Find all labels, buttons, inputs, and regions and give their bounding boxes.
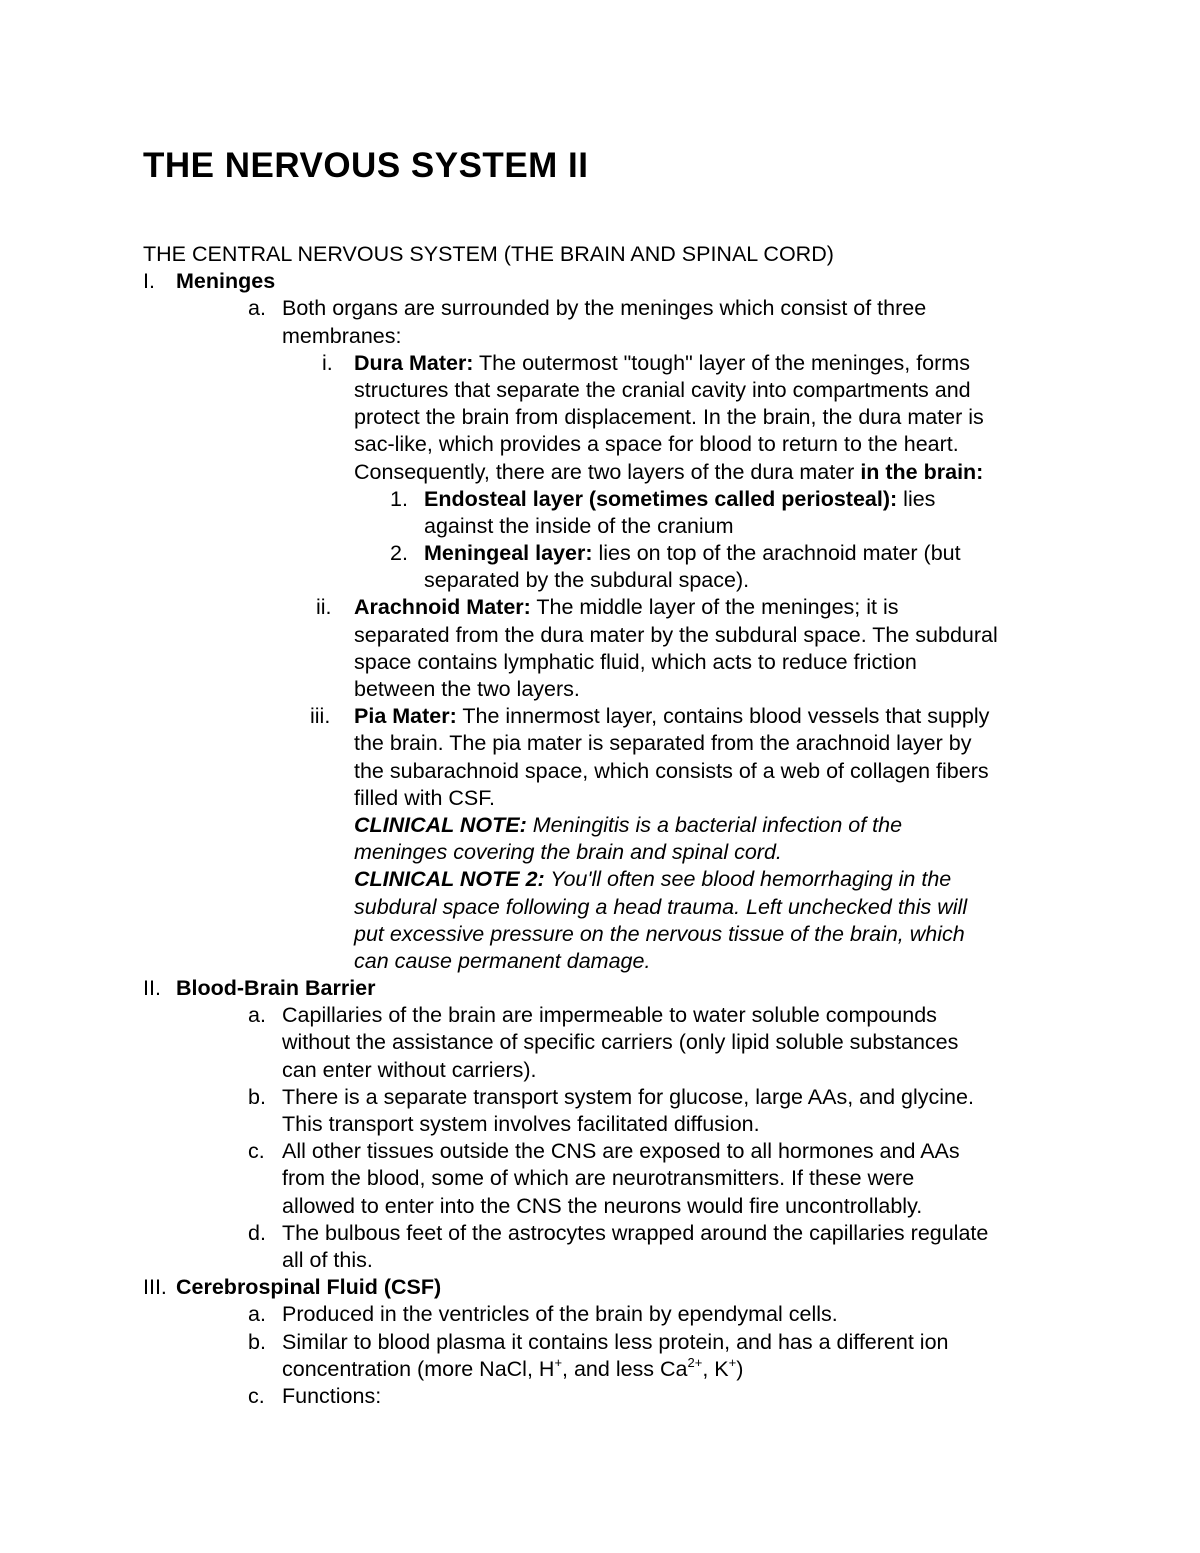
outline-heading-blood-brain-barrier: Blood-Brain Barrier xyxy=(176,976,376,1001)
clinical-note-continuation xyxy=(0,839,1200,866)
list-item-continuation xyxy=(0,1247,1200,1274)
list-item-c xyxy=(0,1383,1200,1410)
list-marker: b. xyxy=(248,1084,266,1109)
list-marker: a. xyxy=(248,296,266,321)
term-dura-mater: Dura Mater: xyxy=(354,350,474,375)
pia-mater-text: Pia Mater: The innermost layer, contains blood vessels that supply xyxy=(354,704,990,729)
superscript: + xyxy=(554,1354,563,1370)
body-text: filled with CSF. xyxy=(354,785,495,810)
roman-item-continuation xyxy=(0,622,1200,649)
numbered-item-2 xyxy=(0,540,1200,567)
clinical-note-label: CLINICAL NOTE: xyxy=(354,812,527,837)
list-item-b xyxy=(0,1329,1200,1356)
body-text: separated by the subdural space). xyxy=(424,568,750,593)
list-text: membranes: xyxy=(282,323,402,348)
clinical-note-text: CLINICAL NOTE 2: You'll often see blood hemorrhaging in the xyxy=(354,867,952,892)
outline-marker: III. xyxy=(143,1275,167,1300)
outline-marker: II. xyxy=(143,976,161,1001)
ion-concentration-text: concentration (more NaCl, H+, and less $Ca^{2+}$, K+) xyxy=(282,1354,744,1381)
roman-item-continuation xyxy=(0,377,1200,404)
body-text: protect the brain from displacement. In the brain, the dura mater is xyxy=(354,405,984,430)
clinical-note-text: can cause permanent damage. xyxy=(354,948,651,973)
clinical-note-label: CLINICAL NOTE 2: xyxy=(354,867,545,892)
clinical-note-continuation xyxy=(0,894,1200,921)
list-item-continuation xyxy=(0,1165,1200,1192)
roman-item-continuation xyxy=(0,785,1200,812)
roman-marker: ii. xyxy=(316,595,332,620)
list-marker: c. xyxy=(248,1383,265,1408)
arachnoid-text: Arachnoid Mater: The middle layer of the meninges; it is xyxy=(354,595,899,620)
roman-item-continuation xyxy=(0,459,1200,486)
body-text: the brain. The pia mater is separated from the arachnoid layer by xyxy=(354,731,972,756)
roman-item-continuation xyxy=(0,730,1200,757)
list-item-continuation xyxy=(0,1193,1200,1220)
list-text: This transport system involves facilitated diffusion. xyxy=(282,1112,760,1136)
body-text: structures that separate the cranial cavity into compartments and xyxy=(354,377,971,402)
list-item-a xyxy=(0,295,1200,322)
roman-item-continuation xyxy=(0,404,1200,431)
roman-item-i xyxy=(0,350,1200,377)
list-marker: a. xyxy=(248,1003,266,1028)
body-text: the subarachnoid space, which consists of a web of collagen fibers xyxy=(354,758,989,783)
roman-item-iii xyxy=(0,703,1200,730)
outline-item-III xyxy=(0,1274,1200,1301)
body-text: space contains lymphatic fluid, which acts to reduce friction xyxy=(354,649,917,674)
clinical-note-continuation xyxy=(0,948,1200,975)
clinical-note-text: subdural space following a head trauma. Left unchecked this will xyxy=(354,894,968,919)
document-title: THE NERVOUS SYSTEM II xyxy=(143,146,589,185)
roman-item-continuation xyxy=(0,431,1200,458)
term-pia-mater: Pia Mater: xyxy=(354,704,457,729)
outline-heading-csf: Cerebrospinal Fluid (CSF) xyxy=(176,1275,442,1300)
number-marker: 1. xyxy=(390,486,408,511)
roman-marker: iii. xyxy=(310,704,331,729)
clinical-note-text: put excessive pressure on the nervous tissue of the brain, which xyxy=(354,921,965,946)
list-marker: d. xyxy=(248,1220,266,1245)
superscript: + xyxy=(728,1354,737,1370)
list-text: can enter without carriers). xyxy=(282,1057,537,1082)
list-item-d xyxy=(0,1220,1200,1247)
outline-item-I xyxy=(0,268,1200,295)
list-item-continuation xyxy=(0,1356,1200,1383)
list-marker: b. xyxy=(248,1329,266,1354)
list-text: from the blood, some of which are neurotransmitters. If these were xyxy=(282,1166,915,1191)
numbered-item-1 xyxy=(0,486,1200,513)
outline-marker: I. xyxy=(143,269,155,294)
section-heading-line xyxy=(0,241,1200,268)
clinical-note-2 xyxy=(0,866,1200,893)
list-item-continuation xyxy=(0,1111,1200,1138)
list-item-a xyxy=(0,1301,1200,1328)
number-marker: 2. xyxy=(390,541,408,566)
outline-heading-meninges: Meninges xyxy=(176,269,276,294)
term-meningeal-layer: Meningeal layer: xyxy=(424,541,593,566)
list-text: all of this. xyxy=(282,1247,373,1272)
list-item-continuation xyxy=(0,323,1200,350)
roman-marker: i. xyxy=(322,350,333,375)
list-text: without the assistance of specific carriers (only lipid soluble substances xyxy=(282,1030,959,1055)
list-text: The bulbous feet of the astrocytes wrapped around the capillaries regulate xyxy=(282,1220,989,1245)
numbered-item-continuation xyxy=(0,513,1200,540)
endosteal-text: Endosteal layer (sometimes called periosteal): lies xyxy=(424,486,936,511)
outline-item-II xyxy=(0,975,1200,1002)
term-arachnoid-mater: Arachnoid Mater: xyxy=(354,595,531,620)
emphasis: in the brain: xyxy=(860,459,984,484)
body-text: between the two layers. xyxy=(354,677,580,701)
list-text: Functions: xyxy=(282,1383,382,1408)
body-text: Consequently, there are two layers of the dura mater in the brain: xyxy=(354,459,984,484)
clinical-note-1 xyxy=(0,812,1200,839)
section-heading: THE CENTRAL NERVOUS SYSTEM (THE BRAIN AND SPINAL CORD) xyxy=(143,242,834,266)
roman-item-continuation xyxy=(0,758,1200,785)
numbered-item-continuation xyxy=(0,567,1200,594)
list-text: All other tissues outside the CNS are exposed to all hormones and AAs xyxy=(282,1139,960,1164)
roman-item-continuation xyxy=(0,649,1200,676)
list-text: allowed to enter into the CNS the neurons would fire uncontrollably. xyxy=(282,1193,923,1218)
list-item-b xyxy=(0,1084,1200,1111)
list-text: Produced in the ventricles of the brain by ependymal cells. xyxy=(282,1302,838,1327)
list-text: Capillaries of the brain are impermeable to water soluble compounds xyxy=(282,1003,937,1028)
body-text: separated from the dura mater by the subdural space. The subdural xyxy=(354,622,998,647)
list-marker: a. xyxy=(248,1302,266,1327)
superscript: 2+ xyxy=(687,1354,703,1370)
list-item-continuation xyxy=(0,1057,1200,1084)
clinical-note-text: CLINICAL NOTE: Meningitis is a bacterial infection of the xyxy=(354,812,903,837)
list-item-a xyxy=(0,1002,1200,1029)
list-text: Both organs are surrounded by the meninges which consist of three xyxy=(282,296,927,321)
meningeal-text: Meningeal layer: lies on top of the arachnoid mater (but xyxy=(424,541,961,566)
clinical-note-text: meninges covering the brain and spinal cord. xyxy=(354,840,782,865)
body-text: sac-like, which provides a space for blood to return to the heart. xyxy=(354,432,959,457)
list-text: There is a separate transport system for glucose, large AAs, and glycine. xyxy=(282,1084,974,1109)
clinical-note-continuation xyxy=(0,921,1200,948)
roman-item-ii xyxy=(0,594,1200,621)
body-text: against the inside of the cranium xyxy=(424,513,734,538)
list-item-c xyxy=(0,1138,1200,1165)
roman-item-continuation xyxy=(0,676,1200,703)
list-marker: c. xyxy=(248,1139,265,1164)
list-text: Similar to blood plasma it contains less protein, and has a different ion xyxy=(282,1329,949,1354)
list-item-continuation xyxy=(0,1029,1200,1056)
dura-mater-text: Dura Mater: The outermost "tough" layer of the meninges, forms xyxy=(354,350,970,375)
document-body xyxy=(0,241,1200,1410)
term-endosteal-layer: Endosteal layer (sometimes called periosteal): xyxy=(424,486,898,511)
